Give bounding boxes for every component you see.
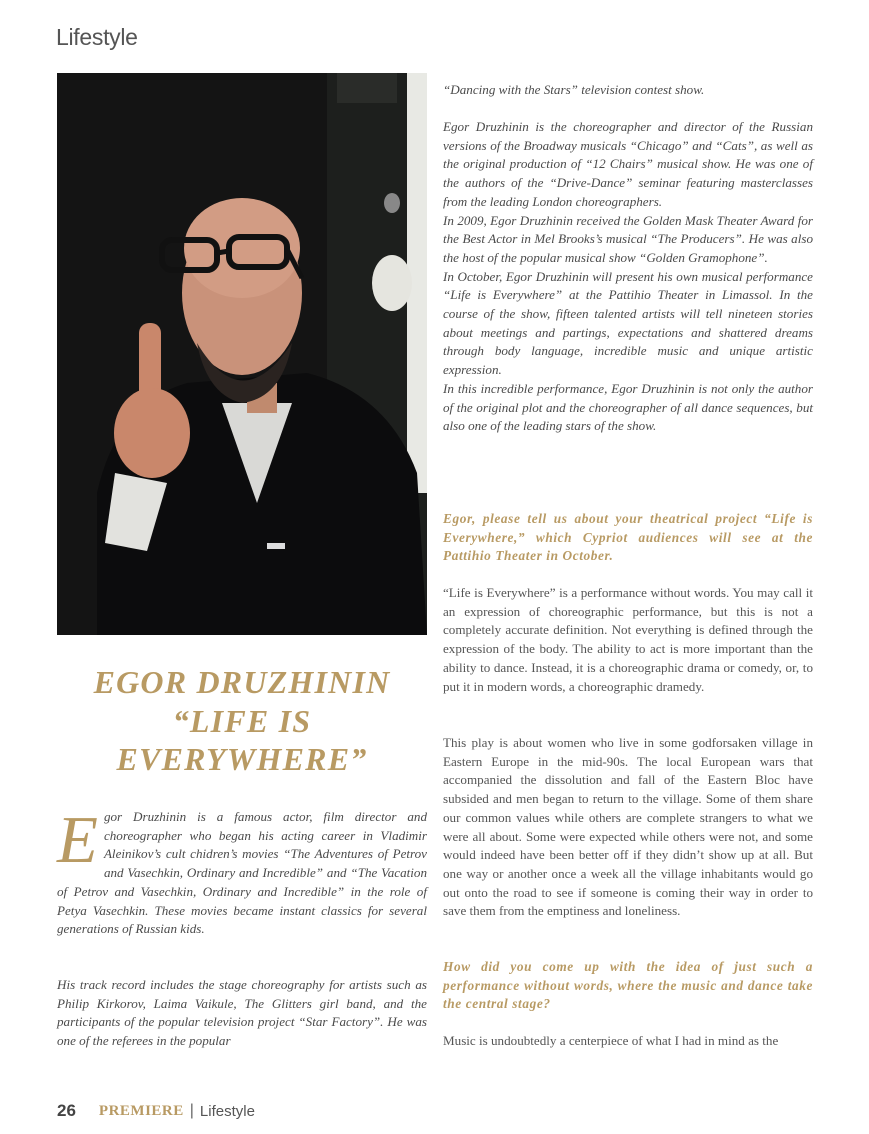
footer-separator: |	[189, 1102, 194, 1119]
interview-answer-1: “Life is Everywhere” is a performance without words. You may call it an expression of choreographic performance, but this is not a completely accurate definition. Not everything is defined through the expression of the body. The ability to act is more important than the ability to dance. Instead, it is a choreographic drama or comedy, or, to put it in modern words, a choreographic dramedy.	[443, 585, 813, 694]
drop-cap: E	[57, 803, 98, 877]
interview-answer-2: This play is about women who live in some godforsaken village in Eastern Europe in the mid-90s. The local European wars that accompanied the dissolution and fall of the Eastern Bloc have subsided and men began to return to the village. Some of them share our common values while others are complete strangers to what we were all about. Some were expected while others were not, and some would indeed have been better off if they didn’t show up at all. But one way or another once a week all the village inhabitants would go out onto the road to see if someone is coming their way in order to save them from the emptiness and loneliness.	[443, 735, 813, 919]
right-paragraph-5: In this incredible performance, Egor Druzhinin is not only the author of the original plot and the choreographer of all dance sequences, but also one of the leading stars of the show.	[443, 380, 813, 434]
right-paragraph-2: Egor Druzhinin is the choreographer and director of the Russian versions of the Broadway musicals “Chicago” and “Cats”, as well as the original production of “12 Chairs” musical show. He was one of the authors of the “Drive-Dance” seminar featuring masterclasses from the leading London choreographers.	[443, 119, 813, 209]
portrait-photo	[57, 73, 427, 635]
section-label: Lifestyle	[56, 24, 138, 50]
headline-line-2: “LIFE IS	[172, 702, 312, 739]
right-paragraph-3: In 2009, Egor Druzhinin received the Golden Mask Theater Award for the Best Actor in Mel Brooks’s musical “The Producers”. He was also the host of the popular musical show “Golden Gramophone”.	[443, 212, 813, 265]
page-number: 26	[57, 1101, 76, 1120]
portrait-illustration	[57, 73, 427, 635]
headline-line-1: EGOR DRUZHININ	[93, 664, 391, 700]
page-footer	[57, 1101, 255, 1121]
right-paragraph-1: “Dancing with the Stars” television contest show.	[443, 82, 705, 97]
interview-question-2: How did you come up with the idea of just such a performance without words, where the music and dance take the central stage?	[443, 959, 813, 1012]
footer-section: Lifestyle	[199, 1102, 255, 1120]
headline-line-3: EVERYWHERE”	[116, 741, 368, 777]
right-paragraph-4: In October, Egor Druzhinin will present his own musical performance “Life is Everywhere” at the Pattihio Theater in Limassol. In the course of the show, fifteen talented artists will tell nineteen stories about meetings and partings, expectations and shattered dreams through body language, incredible music and unique artistic expression.	[443, 268, 813, 378]
interview-question-1: Egor, please tell us about your theatrical project “Life is Everywhere,” which Cypriot audiences will see at the Pattihio Theater in October.	[443, 511, 813, 564]
right-bio-block	[443, 118, 813, 436]
left-column-paragraph: His track record includes the stage choreography for artists such as Philip Kirkorov, Laima Vaikule, The Glitters girl band, and the participants of the popular television project “Star Factory”. He was one of the referees in the popular	[57, 977, 427, 1049]
magazine-brand: PREMIERE	[98, 1102, 184, 1119]
interview-answer-3: Music is undoubtedly a centerpiece of what I had in mind as the	[443, 1033, 779, 1048]
intro-text: gor Druzhinin is a famous actor, film director and choreographer who began his acting career in Vladimir Aleinikov’s cult chidren’s movies “The Adventures of Petrov and Vasechkin, Ordinary and Incredible” and “The Vacation of Petrov and Vasechkin, Ordinary and Incredible” in the role of Petya Vasechkin. These movies became instant classics for several generations of Russian kids.	[57, 809, 427, 937]
article-headline	[57, 663, 427, 779]
intro-paragraph	[57, 803, 427, 939]
